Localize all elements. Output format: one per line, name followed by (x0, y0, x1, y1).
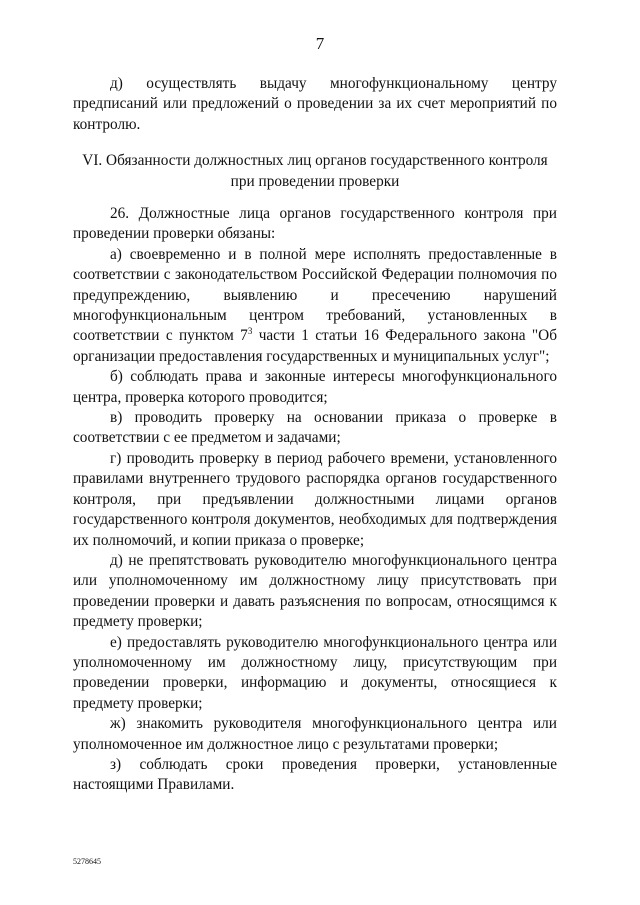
item-a (73, 245, 557, 367)
intro-block (73, 74, 557, 135)
item-b: б) соблюдать права и законные интересы многофункционального центра, проверка которого проводится; (73, 368, 557, 406)
item-a-part1: а) своевременно и в полной мере исполнять предоставленные в соответствии с законодательством Российской Федерации полномочия по предупреждению, выявлению и пресечению нарушений многофункциональным центром требований, установленных в соответствии с пунктом 7 (73, 245, 557, 345)
section-title-line2: при проведении проверки (230, 173, 400, 190)
section-title (60, 150, 570, 192)
item-z: з) соблюдать сроки проведения проверки, установленные настоящими Правилами. (73, 755, 557, 794)
intro-paragraph: д) осуществлять выдачу многофункциональному центру предписаний или предложений о проведении за их счет мероприятий по контролю. (73, 75, 557, 133)
section-title-line1: VI. Обязанности должностных лиц органов государственного контроля (82, 152, 548, 169)
item-e: е) предоставлять руководителю многофункционального центра или уполномоченному им должностному лицу, присутствующим при проведении проверки, информацию и документы, относящиеся к предмету проверки; (73, 633, 557, 712)
item-a-part2: части 1 статьи 16 Федерального закона "Об организации предоставления государственных и муниципальных услуг"; (73, 327, 557, 365)
main-body (73, 204, 557, 796)
item-g: г) проводить проверку в период рабочего времени, установленного правилами внутреннего трудового распорядка органов государственного контроля, при предъявлении должностными лицами органов государственного контроля документов, необходимых для подтверждения их полномочий, и копии приказа о проверке; (73, 449, 557, 549)
page-number: 7 (315, 34, 325, 53)
item-v: в) проводить проверку на основании приказа о проверке в соответствии с ее предметом и задачами; (73, 409, 557, 447)
document-code: 5278645 (73, 857, 101, 866)
paragraph-26: 26. Должностные лица органов государственного контроля при проведении проверки обязаны: (73, 205, 557, 243)
item-d: д) не препятствовать руководителю многофункционального центра или уполномоченному им должностному лицу присутствовать при проведении проверки и давать разъяснения по вопросам, относящимся к предмету проверки; (73, 551, 557, 631)
item-a-superscript: 3 (247, 326, 253, 337)
item-zh: ж) знакомить руководителя многофункционального центра или уполномоченное им должностное лицо с результатами проверки; (73, 715, 557, 753)
